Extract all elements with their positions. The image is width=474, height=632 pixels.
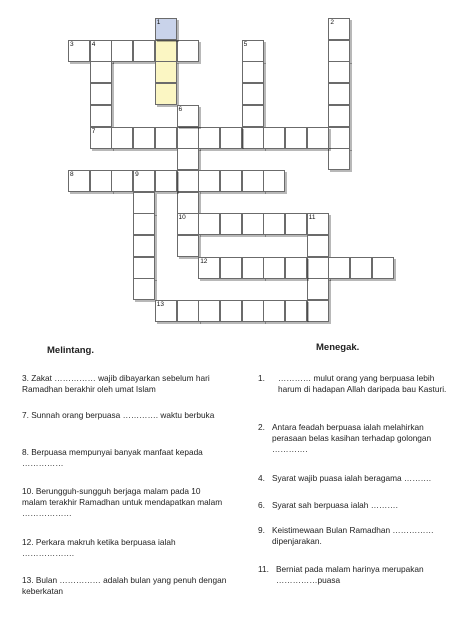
grid-cell[interactable] xyxy=(90,40,112,62)
grid-cell[interactable] xyxy=(133,170,155,192)
clue-down-2-number: 2. xyxy=(258,422,265,432)
grid-cell[interactable] xyxy=(198,170,220,192)
cell-number: 8 xyxy=(70,170,74,178)
grid-cell[interactable] xyxy=(242,127,264,149)
grid-cell[interactable] xyxy=(307,278,329,300)
across-heading: Melintang. xyxy=(47,345,94,356)
grid-cell[interactable] xyxy=(177,235,199,257)
grid-cell[interactable] xyxy=(198,127,220,149)
grid-cell[interactable] xyxy=(242,105,264,127)
clue-across-13: 13. Bulan …………… adalah bulan yang penuh dengan keberkatan xyxy=(22,575,227,596)
grid-cell[interactable] xyxy=(263,300,285,322)
grid-cell[interactable] xyxy=(350,257,372,279)
grid-cell[interactable] xyxy=(68,40,90,62)
grid-cell[interactable] xyxy=(242,40,264,62)
grid-cell[interactable] xyxy=(242,257,264,279)
cell-number: 6 xyxy=(178,105,183,113)
grid-cell[interactable] xyxy=(328,83,350,105)
grid-cell[interactable] xyxy=(133,278,155,300)
clue-down-4-text: Syarat wajib puasa ialah beragama ………. xyxy=(272,473,432,483)
grid-cell[interactable] xyxy=(372,257,394,279)
grid-cell[interactable] xyxy=(220,127,242,149)
clue-down-2 xyxy=(258,422,458,455)
grid-cell[interactable] xyxy=(133,213,155,235)
grid-cell[interactable] xyxy=(90,61,112,83)
grid-cell[interactable] xyxy=(307,257,329,279)
grid-cell[interactable] xyxy=(307,300,329,322)
clue-down-6 xyxy=(258,500,458,511)
clue-down-1 xyxy=(258,373,458,395)
grid-cell[interactable] xyxy=(133,192,155,214)
grid-cell[interactable] xyxy=(155,40,177,62)
grid-cell[interactable] xyxy=(133,40,155,62)
grid-cell[interactable] xyxy=(198,213,220,235)
clue-down-2-text: Antara feadah berpuasa ialah melahirkan perasaan belas kasihan terhadap golongan …………. xyxy=(272,422,432,454)
grid-cell[interactable] xyxy=(177,170,199,192)
clue-down-11 xyxy=(258,564,458,586)
grid-cell[interactable] xyxy=(263,213,285,235)
grid-cell[interactable] xyxy=(177,40,199,62)
grid-cell[interactable] xyxy=(220,300,242,322)
cell-number: 10 xyxy=(178,214,186,222)
clue-down-11-text: Berniat pada malam harinya merupakan ……………puasa xyxy=(276,564,424,585)
grid-cell[interactable] xyxy=(220,213,242,235)
grid-cell[interactable] xyxy=(307,213,329,235)
clue-down-9 xyxy=(258,525,458,547)
grid-cell[interactable] xyxy=(242,170,264,192)
grid-cell[interactable] xyxy=(177,300,199,322)
grid-cell[interactable] xyxy=(177,105,199,127)
grid-cell[interactable] xyxy=(285,257,307,279)
clue-down-9-text: Keistimewaan Bulan Ramadhan ……………dipenjarakan. xyxy=(272,525,434,546)
cell-number: 13 xyxy=(156,301,165,309)
clue-across-8: 8. Berpuasa mempunyai banyak manfaat kepada …………… xyxy=(22,447,203,468)
grid-cell[interactable] xyxy=(177,192,199,214)
grid-cell[interactable] xyxy=(155,61,177,83)
grid-cell[interactable] xyxy=(328,40,350,62)
grid-cell[interactable] xyxy=(263,127,285,149)
cell-number: 3 xyxy=(70,40,74,48)
grid-cell[interactable] xyxy=(133,127,155,149)
grid-cell[interactable] xyxy=(263,170,285,192)
grid-cell[interactable] xyxy=(133,257,155,279)
grid-cell[interactable] xyxy=(285,300,307,322)
grid-cell[interactable] xyxy=(155,83,177,105)
cell-number: 11 xyxy=(308,214,316,222)
clue-down-6-text: Syarat sah berpuasa ialah ………. xyxy=(272,500,398,510)
cell-number: 9 xyxy=(135,170,139,178)
grid-cell[interactable] xyxy=(111,127,133,149)
cell-number: 5 xyxy=(243,40,248,48)
clue-down-11-number: 11. xyxy=(258,564,269,574)
grid-cell[interactable] xyxy=(307,127,329,149)
grid-cell[interactable] xyxy=(285,213,307,235)
clue-down-6-number: 6. xyxy=(258,500,265,510)
grid-cell[interactable] xyxy=(263,257,285,279)
clue-across-3: 3. Zakat …………… wajib dibayarkan sebelum hari Ramadhan berakhir oleh umat Islam xyxy=(22,373,210,394)
grid-cell[interactable] xyxy=(198,300,220,322)
clue-down-4-number: 4. xyxy=(258,473,265,483)
clue-across-10: 10. Berungguh-sungguh berjaga malam pada 10 malam terakhir Ramadhan untuk mendapatkan malam ……………… xyxy=(22,486,223,518)
grid-cell[interactable] xyxy=(328,61,350,83)
grid-cell[interactable] xyxy=(328,105,350,127)
clue-down-1-text: ………… mulut orang yang berpuasa lebih harum di hadapan Allah daripada bau Kasturi. xyxy=(278,373,447,394)
cell-number: 2 xyxy=(330,19,335,26)
grid-cell[interactable] xyxy=(111,170,133,192)
grid-cell[interactable] xyxy=(177,213,199,235)
grid-cell[interactable] xyxy=(242,213,264,235)
grid-cell[interactable] xyxy=(220,257,242,279)
grid-cell[interactable] xyxy=(111,40,133,62)
cell-number: 4 xyxy=(91,40,96,48)
grid-cell[interactable] xyxy=(155,127,177,149)
grid-cell[interactable] xyxy=(307,235,329,257)
down-heading: Menegak. xyxy=(316,342,360,353)
grid-cell[interactable] xyxy=(220,170,242,192)
grid-cell[interactable] xyxy=(328,127,350,149)
clue-down-9-number: 9. xyxy=(258,525,265,535)
grid-cell[interactable] xyxy=(198,257,220,279)
grid-cell[interactable] xyxy=(177,148,199,170)
grid-cell[interactable] xyxy=(133,235,155,257)
cell-number: 7 xyxy=(91,127,96,135)
grid-cell[interactable] xyxy=(177,127,199,149)
cell-number: 12 xyxy=(200,257,208,265)
clue-down-1-number: 1. xyxy=(258,373,265,383)
grid-cell[interactable] xyxy=(90,127,112,149)
grid-cell[interactable] xyxy=(328,148,350,170)
grid-cell[interactable] xyxy=(328,257,350,279)
grid-cell[interactable] xyxy=(155,300,177,322)
clue-down-4 xyxy=(258,473,458,484)
grid-cell[interactable] xyxy=(90,105,112,127)
grid-cell[interactable] xyxy=(155,18,177,40)
grid-cell[interactable] xyxy=(328,18,350,40)
clue-across-12: 12. Perkara makruh ketika berpuasa ialah ………………. xyxy=(22,537,176,558)
grid-cell[interactable] xyxy=(90,170,112,192)
clue-across-7: 7. Sunnah orang berpuasa …………. waktu berbuka xyxy=(22,410,215,420)
grid-cell[interactable] xyxy=(242,83,264,105)
grid-cell[interactable] xyxy=(68,170,90,192)
grid-cell[interactable] xyxy=(155,170,177,192)
grid-cell[interactable] xyxy=(242,300,264,322)
cell-number: 1 xyxy=(156,19,161,26)
grid-cell[interactable] xyxy=(285,127,307,149)
grid-cell[interactable] xyxy=(90,83,112,105)
grid-cell[interactable] xyxy=(242,61,264,83)
